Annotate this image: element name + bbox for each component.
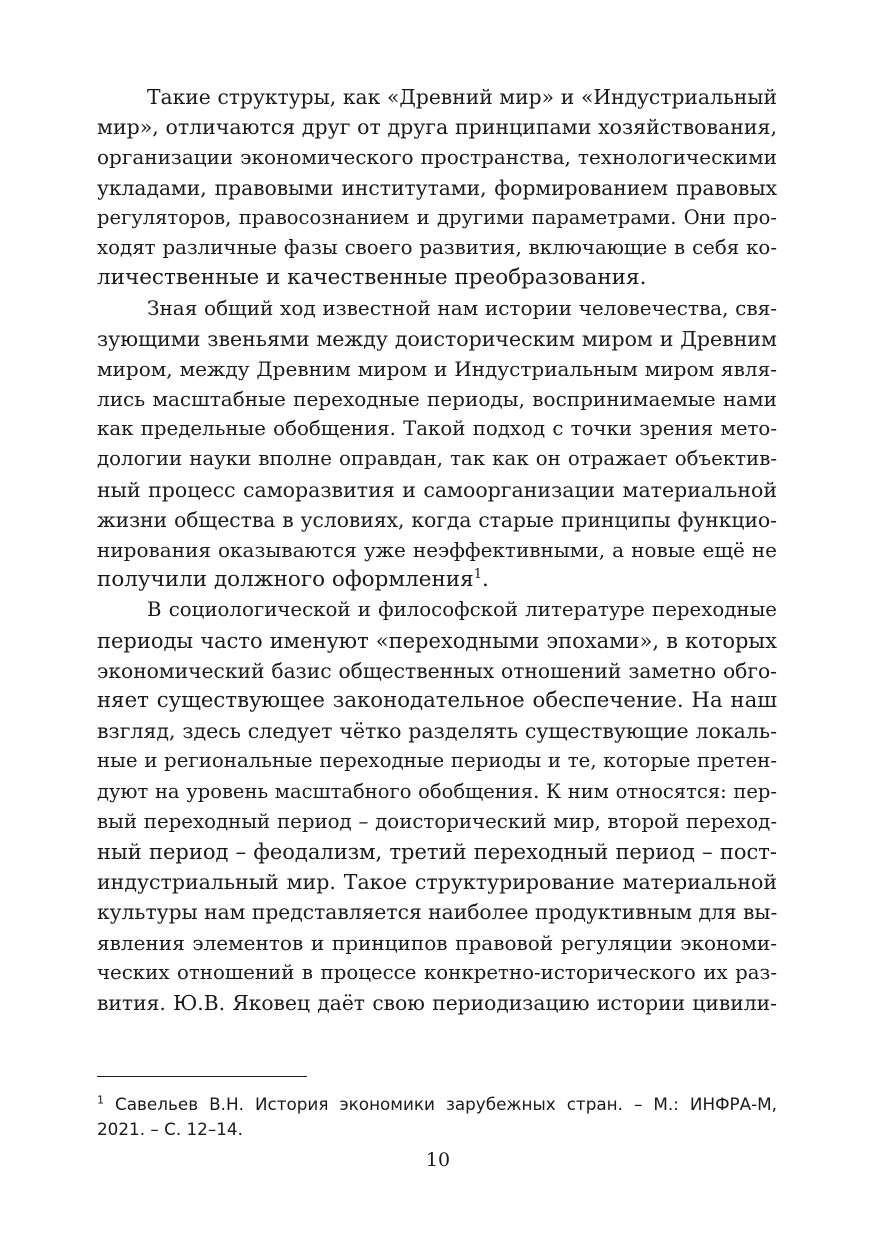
text-line: няет существующее законодательное обеспечение. На наш (97, 688, 777, 714)
footnote-text: Савельев В.Н. История экономики зарубежных стран. – М.: ИНФРА-М, (104, 1094, 777, 1114)
text-line: дуют на уровень масштабного обобщения. К ним относятся: пер- (97, 779, 777, 803)
footnote (97, 1092, 777, 1141)
text-line: организации экономического пространства, технологическими (97, 145, 777, 170)
footnote-line: 2021. – С. 12–14. (97, 1118, 243, 1139)
text-line: личественные и качественные преобразования. (97, 265, 647, 291)
text-line-content: получили должного оформления (97, 567, 474, 593)
footnote-separator (97, 1076, 307, 1077)
main-text (97, 82, 777, 1018)
text-line: взгляд, здесь следует чётко разделять существующие локаль- (97, 719, 777, 744)
text-line: миром, между Древним миром и Индустриальным миром явля- (97, 356, 777, 381)
footnote-reference[interactable]: 1 (473, 567, 482, 583)
text-line: ный период – феодализм, третий переходный период – пост- (97, 840, 777, 865)
text-line: вития. Ю.В. Яковец даёт свою периодизацию истории цивили- (97, 991, 777, 1016)
text-line: ный процесс саморазвития и самоорганизации материальной (97, 477, 777, 502)
paragraph-3 (97, 595, 777, 1018)
text-line: индустриальный мир. Такое структурирование материальной (97, 870, 777, 895)
text-line: нирования оказываются уже неэффективными, а новые ещё не (97, 538, 777, 563)
text-line: дологии науки вполне оправдан, так как он отражает объектив- (97, 447, 777, 471)
text-line: ходят различные фазы своего развития, включающие в себя ко- (97, 236, 777, 260)
text-line: Такие структуры, как «Древний мир» и «Индустриальный (147, 85, 777, 109)
text-line: культуры нам представляется наиболее продуктивным для вы- (97, 900, 778, 925)
text-line: как предельные обобщения. Такой подход с точки зрения мето- (97, 417, 777, 441)
page-number: 10 (425, 1149, 451, 1171)
paragraph-2 (97, 293, 777, 595)
text-line: зующими звеньями между доисторическим миром и Древним (97, 326, 777, 351)
sentence-end: . (481, 567, 489, 593)
footnote-mark: 1 (97, 1093, 104, 1107)
footnote-line (97, 1092, 777, 1117)
paragraph-1 (97, 82, 777, 293)
text-line: периоды часто именуют «переходными эпохами», в которых (97, 628, 777, 653)
text-line: экономический базис общественных отношений заметно обго- (97, 658, 777, 683)
text-line (97, 565, 777, 595)
text-line: укладами, правовыми институтами, формированием правовых (97, 175, 777, 200)
text-line: Зная общий ход известной нам истории человечества, свя- (147, 296, 777, 321)
text-line: ные и региональные переходные периоды и те, которые претен- (97, 749, 777, 773)
text-line: регуляторов, правосознанием и другими параметрами. Они про- (97, 205, 777, 229)
text-line: ческих отношений в процессе конкретно-исторического их раз- (97, 960, 777, 984)
text-line: явления элементов и принципов правовой регуляции экономи- (97, 930, 777, 955)
text-line: вый переходный период – доисторический мир, второй переход- (97, 809, 777, 833)
text-line: лись масштабные переходные периоды, воспринимаемые нами (97, 387, 777, 412)
text-line: жизни общества в условиях, когда старые принципы функцио- (97, 507, 777, 532)
text-line: мир», отличаются друг от друга принципами хозяйствования, (97, 115, 777, 140)
text-line: В социологической и философской литературе переходные (147, 598, 777, 622)
